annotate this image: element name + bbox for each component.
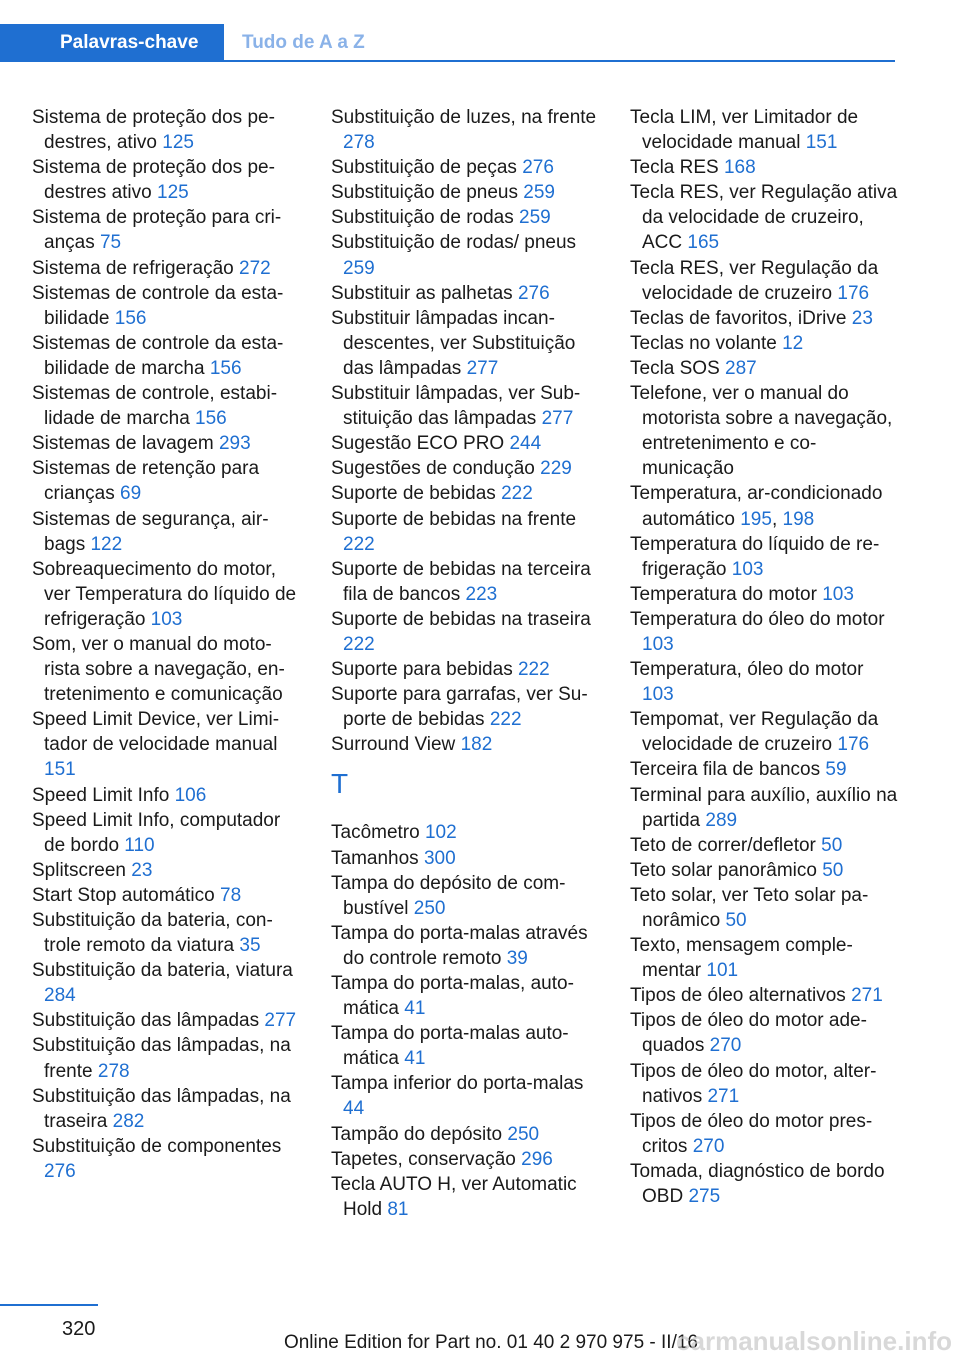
index-term: Substituição de pneus [331,182,518,204]
page-ref-link[interactable]: 278 [343,132,375,154]
page-ref-link[interactable]: 289 [705,809,738,831]
page-ref-link[interactable]: 39 [506,947,528,969]
watermark-logo: carmanualsonline.info [676,1326,952,1356]
index-entry [32,205,300,255]
index-term: Tipos de óleo alternativos [630,985,846,1007]
page-ref-link[interactable]: 41 [404,998,426,1020]
page-ref-link[interactable]: 122 [90,533,123,555]
index-term: Sistema de proteção para crianças [32,207,282,254]
index-entry [32,1033,300,1083]
index-entry [32,1134,300,1184]
index-entry [331,1071,599,1121]
index-entry [32,507,300,557]
index-term: Substituição de luzes, na frente [331,107,597,128]
index-term: Tecla AUTO H, ver Automatic Hold [331,1173,577,1220]
index-term: Speed Limit Info, computador de bordo [32,809,281,856]
page-ref-link[interactable]: 23 [131,859,153,881]
index-term: Tecla RES [630,157,719,179]
page-ref-link[interactable]: 75 [99,232,122,254]
page-ref-link[interactable]: 103 [822,583,854,605]
index-term: Sistema de refrigeração [32,257,234,279]
index-term: Tomada, diagnóstico de bordo OBD [630,1160,885,1208]
index-entry [630,180,898,255]
index-entry [331,507,599,557]
page-ref-link[interactable]: 78 [220,884,242,906]
page-ref-link[interactable]: 165 [687,232,720,254]
index-term: Temperatura, ar-condicionado automático [630,483,883,530]
page-ref-link[interactable]: 156 [195,408,227,430]
index-term: Substituição de rodas [331,207,514,229]
index-term: Tampa do depósito de combustível [331,872,566,919]
index-term: Suporte de bebidas na traseira [331,608,591,630]
page-ref-link[interactable]: 282 [112,1110,145,1132]
page-ref-link[interactable]: 259 [519,207,551,229]
index-term: Tampa inferior do porta-malas [331,1073,584,1095]
page-ref-link[interactable]: 156 [209,357,242,379]
page-ref-link[interactable]: 250 [413,897,446,919]
index-entry [630,607,898,657]
index-entry [331,105,599,155]
index-entry [32,557,300,632]
index-term: Temperatura, óleo do motor [630,659,864,681]
page-ref-link[interactable]: 195 [740,508,772,530]
index-term: Tacômetro [331,822,420,844]
page-ref-link[interactable]: 198 [782,508,815,530]
page-ref-link[interactable]: 69 [120,483,142,505]
index-term: Terminal para auxílio, auxílio na partida [630,784,898,831]
page-ref-link[interactable]: 103 [731,558,764,580]
index-entry [331,971,599,1021]
page-ref-link[interactable]: 272 [239,257,271,279]
page-ref-link[interactable]: 101 [706,960,739,982]
page-ref-link[interactable]: 300 [423,847,456,869]
index-term: Start Stop automático [32,884,215,906]
page-ref-link[interactable]: 151 [805,132,838,154]
index-term: Tampa do porta-malas, automática [331,973,574,1020]
page-ref-link[interactable]: 176 [837,734,870,756]
page-ref-link[interactable]: 102 [424,822,457,844]
tab-tudo-de-a-a-z[interactable]: Tudo de A a Z [242,32,365,53]
index-term: Temperatura do líquido de refrigeração [630,533,880,580]
page-ref-link[interactable]: 223 [465,583,498,605]
index-term: Tipos de óleo do motor prescritos [630,1110,873,1157]
index-entry [630,1059,898,1109]
index-entry [32,1084,300,1134]
page-ref-link[interactable]: 81 [387,1198,409,1220]
page-ref-link[interactable]: 271 [707,1085,740,1107]
index-term: Temperatura do motor [630,583,817,605]
page-ref-link[interactable]: 156 [114,307,147,329]
index-entry [630,983,898,1008]
index-entry [32,783,300,808]
index-entry [32,431,300,456]
page-ref-link[interactable]: 296 [521,1148,553,1170]
page-ref-link[interactable]: 59 [825,759,847,781]
page-ref-link[interactable]: 151 [44,759,76,781]
index-entry [331,306,599,381]
page-ref-link[interactable]: 222 [517,659,550,681]
index-term: Sistemas de lavagem [32,433,214,455]
page-ref-link[interactable]: 44 [343,1098,365,1120]
index-entry [630,1159,898,1209]
index-entry [331,846,599,871]
page-ref-link[interactable]: 277 [264,1010,297,1032]
index-entry [630,858,898,883]
index-term: Sugestões de condução [331,458,535,480]
index-entry [331,1172,599,1222]
page-ref-link[interactable]: 275 [688,1186,721,1208]
index-entry [32,808,300,858]
page-ref-link[interactable]: 278 [97,1060,130,1082]
index-entry [331,456,599,481]
index-term: Tecla RES, ver Regulação ativa da velocidade de cruzeiro, ACC [630,182,898,254]
tab-palavras-chave[interactable]: Palavras-chave [0,24,224,62]
index-term: Sistema de proteção dos pedestres ativo [32,157,275,204]
index-entry [32,1008,300,1033]
index-entry [32,155,300,205]
index-column-2 [331,105,599,1222]
page-ref-link[interactable]: 50 [821,834,843,856]
index-term: Tampa do porta-malas automática [331,1023,569,1070]
page-ref-link[interactable]: 125 [157,182,189,204]
index-entry [630,657,898,707]
page-ref-link[interactable]: 50 [725,910,747,931]
index-term: Substituição de componentes [32,1135,282,1157]
page-ref-link[interactable]: 12 [782,332,804,354]
page-ref-link[interactable]: 23 [851,307,873,329]
index-term: Sugestão ECO PRO [331,433,505,455]
index-entry [630,833,898,858]
index-term: Surround View [331,734,456,756]
page-ref-link[interactable]: 276 [522,157,554,179]
index-entry [331,607,599,657]
index-term: Substituir lâmpadas, ver Substituição das lâmpadas [331,383,581,430]
index-entry [331,431,599,456]
index-entry [32,908,300,958]
index-entry [630,306,898,331]
index-entry [331,921,599,971]
index-entry [630,1109,898,1159]
page-ref-link[interactable]: 106 [174,784,207,806]
page-ref-link[interactable]: 276 [44,1160,76,1182]
page-ref-link[interactable]: 259 [523,182,555,204]
page-ref-link[interactable]: 222 [489,709,522,731]
index-entry [331,682,599,732]
page-ref-link[interactable]: 277 [466,357,499,379]
index-term: Tempomat, ver Regulação da velocidade de cruzeiro [630,709,879,756]
index-term: Tamanhos [331,847,419,869]
page-ref-link[interactable]: 229 [540,458,572,480]
index-term: Teto solar, ver Teto solar panorâmico [630,884,869,931]
index-term: Teclas de favoritos, iDrive [630,307,847,329]
index-entry [331,481,599,506]
index-term: Suporte para garrafas, ver Suporte de bebidas [331,684,588,731]
index-entry [331,1147,599,1172]
index-term: Tecla LIM, ver Limitador de velocidade manual [630,107,859,154]
page-ref-link[interactable]: 103 [642,633,674,655]
index-term: Substituição das lâmpadas [32,1010,260,1032]
index-term: Substituição das lâmpadas, na frente [32,1035,291,1082]
index-entry [630,256,898,306]
index-entry [630,532,898,582]
index-term: Tapetes, conservação [331,1148,516,1170]
index-entry [630,1008,898,1058]
page-ref-link[interactable]: 222 [501,483,533,505]
index-entry [32,883,300,908]
index-entry [331,205,599,230]
index-entry [331,281,599,306]
index-entry [630,331,898,356]
index-term: Sistemas de retenção para crianças [32,458,260,505]
index-entry: Temperatura, ar-condicionado automático 195, 198 [630,483,883,530]
index-entry [331,1021,599,1071]
page-number: 320 [62,1318,96,1340]
index-entry [630,381,898,481]
index-entry [630,883,898,933]
index-term: Substituição da bateria, controle remoto da viatura [32,910,273,957]
index-term: Sobreaquecimento do motor, ver Temperatura do líquido de refrigeração [32,558,297,630]
index-entry [32,331,300,381]
index-entry [331,180,599,205]
index-term: Teto de correr/defletor [630,834,816,856]
index-term: Substituir as palhetas [331,282,513,304]
index-entry [331,871,599,921]
index-entry [630,933,898,983]
section-letter: T [331,768,349,800]
index-term: Splitscreen [32,859,126,881]
index-entry [32,456,300,506]
index-entry [32,105,300,155]
index-term: Tecla SOS [630,357,720,379]
index-term: Substituição da bateria, viatura [32,960,293,982]
index-entry [32,256,300,281]
index-term: Substituição das lâmpadas, na traseira [32,1085,291,1132]
index-entry [331,381,599,431]
index-entry [331,1122,599,1147]
index-term: Speed Limit Info [32,784,170,806]
index-entry [630,105,898,155]
page-ref-link[interactable]: 259 [343,257,375,279]
index-entry [630,155,898,180]
index-term: Terceira fila de bancos [630,759,821,781]
index-term: Sistemas de segurança, airbags [32,508,269,555]
index-entry [32,958,300,1008]
index-entry [331,557,599,607]
page-ref-link[interactable]: 250 [507,1123,540,1145]
index-term: Tipos de óleo do motor adequados [630,1010,867,1057]
footer-divider [0,1304,98,1306]
page-ref-link[interactable]: 168 [723,157,756,179]
page-ref-link[interactable]: 271 [851,985,883,1007]
index-entry [630,707,898,757]
index-entry [630,356,898,381]
page-ref-link[interactable]: 41 [404,1048,426,1070]
index-term: Speed Limit Device, ver Limitador de velocidade manual [32,709,280,756]
page-ref-link[interactable]: 176 [837,282,870,304]
index-entry [630,783,898,833]
tab-bar [0,24,895,62]
page-ref-link[interactable]: 35 [239,935,261,957]
index-column-3 [630,105,898,1209]
index-term: Som, ver o manual do motorista sobre a navegação, entretenimento e comunicação [32,633,285,706]
index-term: Suporte de bebidas na terceira fila de bancos [331,558,591,605]
index-term: Substituir lâmpadas incandescentes, ver Substituição das lâmpadas [331,307,576,379]
page-ref-link[interactable]: 125 [162,132,194,154]
index-term: Teto solar panorâmico [630,859,817,881]
page-ref-link[interactable]: 222 [343,633,375,655]
index-entry [32,381,300,431]
page-ref-link[interactable]: 276 [517,282,550,304]
index-term: Tipos de óleo do motor, alternativos [630,1060,877,1107]
index-entry [331,657,599,682]
index-term: Sistemas de controle, estabilidade de marcha [32,383,278,430]
page-ref-link[interactable]: 287 [725,357,757,379]
index-entry [630,757,898,782]
page-ref-link[interactable]: 277 [541,408,574,430]
index-term: Sistemas de controle da estabilidade [32,282,284,329]
index-term: Substituição de rodas/ pneus [331,232,577,254]
index-entry [32,858,300,883]
edition-text: Online Edition for Part no. 01 40 2 970 975 - II/16 [283,1332,698,1353]
index-term: Sistema de proteção dos pedestres, ativo [32,107,275,154]
page-ref-link[interactable]: 103 [642,684,674,706]
index-term: Substituição de peças [331,157,517,179]
index-entry [331,732,599,757]
index-term: Tampão do depósito [331,1123,503,1145]
page-ref-link[interactable]: 293 [218,433,251,455]
page-ref-link[interactable]: 270 [709,1035,742,1057]
index-term: Temperatura do óleo do motor [630,608,885,630]
tab-bar-divider [0,60,895,62]
page-ref-link[interactable]: 50 [822,859,844,881]
page-ref-link[interactable]: 270 [692,1135,725,1157]
index-term: Suporte de bebidas [331,483,496,505]
page-ref-link[interactable]: 182 [460,734,493,756]
index-term: Texto, mensagem complementar [630,935,853,982]
index-column-1 [32,105,300,1184]
index-entry [32,281,300,331]
index-term: Suporte para bebidas [331,659,513,681]
page-ref-link[interactable]: 103 [150,608,183,630]
index-entry [331,230,599,280]
index-term: Tampa do porta-malas através do controle remoto [331,922,588,969]
index-term: Telefone, ver o manual do motorista sobre a navegação, entretenimento e comunicação [630,383,893,480]
page-ref-link[interactable]: 110 [124,834,155,856]
page-ref-link[interactable]: 222 [343,533,375,555]
page-ref-link[interactable]: 284 [44,985,76,1007]
index-term: Tecla RES, ver Regulação da velocidade de cruzeiro [630,257,879,304]
index-term: Suporte de bebidas na frente [331,508,577,530]
index-term: Teclas no volante [630,332,777,354]
index-entry [630,582,898,607]
index-entry [32,707,300,782]
index-entry [32,632,300,707]
page-ref-link[interactable]: 244 [509,433,542,455]
index-entry [331,155,599,180]
index-entry [331,820,599,845]
index-term: Sistemas de controle da estabilidade de marcha [32,332,284,379]
